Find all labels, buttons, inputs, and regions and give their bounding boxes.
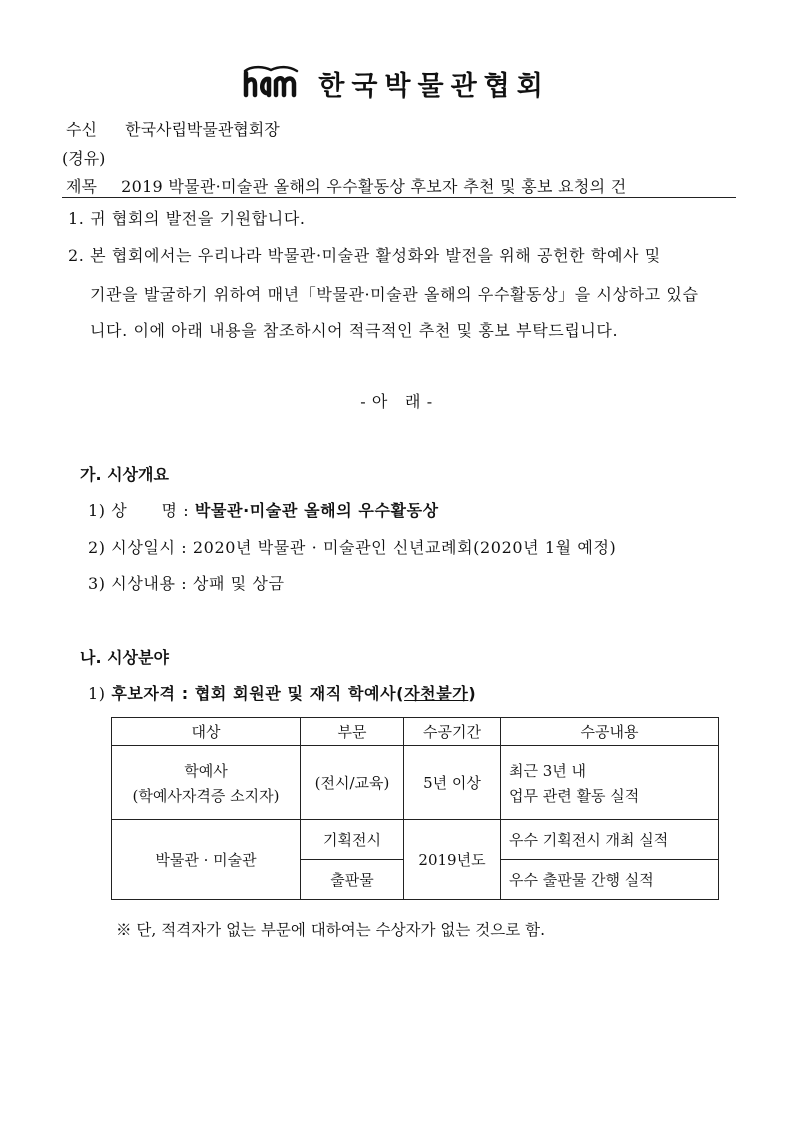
section-ga-item-1 [88,498,439,521]
section-ga-item-2: 2) 시상일시 : 2020년 박물관 · 미술관인 신년교례회(2020년 1월 예정) [88,538,617,557]
row1-content [501,746,719,820]
header-divider [62,197,736,198]
header-period: 수공기간 [404,718,501,746]
below-heading: - 아 래 - [360,392,433,411]
kam-logo-mark [243,65,299,99]
via-line [62,146,105,169]
recipient-value: 한국사립박물관협회장 [125,120,280,139]
body-item-1: 1. 귀 협회의 발전을 기원합니다. [68,209,306,228]
subject-line [66,174,627,197]
row1-target-line2: (학예사자격증 소지자) [132,786,280,805]
body-item-2-line-2: 기관을 발굴하기 위하여 매년「박물관·미술관 올해의 우수활동상」을 시상하고 있습 [90,285,699,304]
table-row [112,746,719,820]
letterhead [0,64,793,103]
row2-content-b: 우수 출판물 간행 실적 [501,860,719,900]
section-ga-item-3: 3) 시상내용 : 상패 및 상금 [88,574,285,593]
row2-target: 박물관 · 미술관 [112,820,301,900]
row1-period: 5년 이상 [404,746,501,820]
eligibility-number: 1) [88,684,112,703]
eligibility-close: ) [468,684,477,703]
section-na-item-1 [88,681,476,704]
body-item-2-line-1: 2. 본 협회에서는 우리나라 박물관·미술관 활성화와 발전을 위해 공헌한 학예사 및 [68,246,661,265]
table-row [112,820,719,860]
award-name-value: 박물관·미술관 올해의 우수활동상 [194,501,439,520]
row2-category-a: 기획전시 [301,820,404,860]
row1-content-line1: 최근 3년 내 [509,761,587,780]
header-category: 부문 [301,718,404,746]
eligibility-main: 후보자격 : 협회 회원관 및 재직 학예사( [111,684,405,703]
body-item-2-line-3: 니다. 이에 아래 내용을 참조하시어 적극적인 추천 및 홍보 부탁드립니다. [90,321,619,340]
award-criteria-table [111,717,719,900]
row2-content-a: 우수 기획전시 개최 실적 [501,820,719,860]
via-label: (경유) [62,149,106,168]
subject-value: 2019 박물관·미술관 올해의 우수활동상 후보자 추천 및 홍보 요청의 건 [121,177,627,196]
header-content: 수공내용 [501,718,719,746]
award-name-label: 1) 상 명 : [88,501,195,520]
eligibility-underlined: 자천불가 [404,684,469,703]
recipient-label: 수신 [66,120,97,139]
row2-period: 2019년도 [404,820,501,900]
row1-category: (전시/교육) [301,746,404,820]
row1-content-line2: 업무 관련 활동 실적 [509,786,640,805]
kam-logo [243,65,299,103]
org-title: 한국박물관협회 [318,71,550,102]
row1-target-line1: 학예사 [184,761,228,780]
table-header-row [112,718,719,746]
section-na-heading: 나. 시상분야 [80,648,169,667]
section-ga-heading: 가. 시상개요 [80,465,169,484]
subject-label: 제목 [66,177,97,196]
row1-target [112,746,301,820]
footnote: ※ 단, 적격자가 없는 부문에 대하여는 수상자가 없는 것으로 함. [116,921,546,939]
recipient-line [66,117,280,140]
header-target: 대상 [112,718,301,746]
row2-category-b: 출판물 [301,860,404,900]
